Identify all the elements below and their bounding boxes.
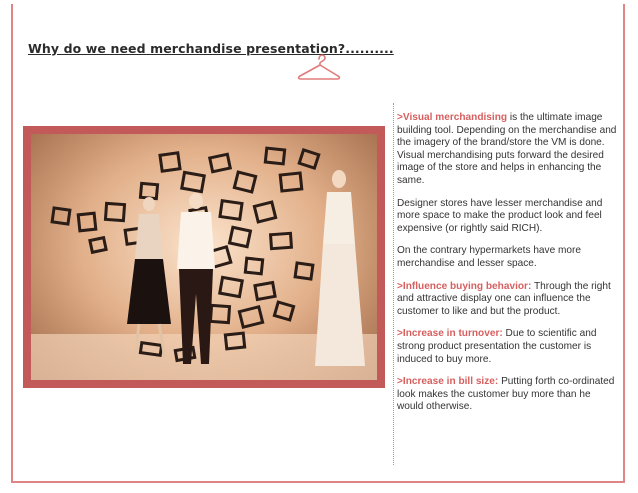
highlight-label: >Visual merchandising [397,112,508,123]
clothes-hanger-icon [296,50,342,82]
paragraph-text: Putting forth co-ordinated look makes the customer buy more than he would otherwise. [397,376,615,413]
paragraph-increase-turnover [397,328,619,366]
paragraph-text: is the ultimate image building tool. Depending on the merchandise and the imagery of the brand/store the VM is done. Visual merchandising puts forward the desired image of the store and helps in enhancing the same. [397,112,617,186]
paragraph-influence-buying [397,281,619,319]
highlight-label: >Increase in turnover: [397,328,503,340]
paragraph-visual-merchandising [397,112,619,188]
window-display-illustration [31,134,377,380]
paragraph-hypermarkets [397,245,619,270]
paragraph-designer-stores [397,198,619,236]
column-divider [393,103,394,465]
highlight-label: >Increase in bill size: [397,376,499,388]
mannequin-right [315,170,365,366]
paragraph-bill-size [397,376,619,414]
photo-frame [23,126,385,388]
highlight-label: >Influence buying behavior: [397,280,532,292]
text-column [397,112,619,424]
paragraph-text: On the contrary hypermarkets have more merchandise and lesser space. [397,245,582,269]
paragraph-text: Due to scientific and strong product presentation the customer is induced to buy more. [397,328,597,365]
paragraph-text: Designer stores have lesser merchandise and more space to make the product look and feel expensive (or rightly said RICH). [397,197,603,234]
slide-title: Why do we need merchandise presentation?.......... [28,41,394,56]
store-window-display-photo [31,134,377,380]
paragraph-text: Through the right and attractive display one can influence the customer to like and but the product. [397,280,611,317]
